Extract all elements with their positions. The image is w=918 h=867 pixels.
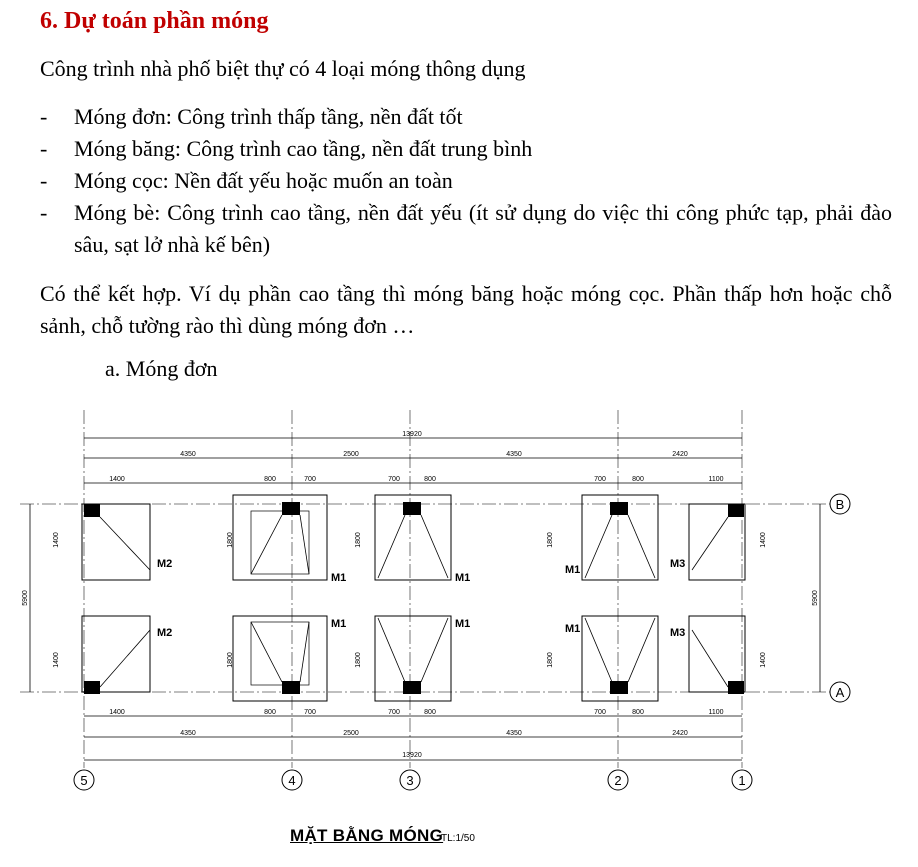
footing-dim-top: 800 <box>264 476 276 483</box>
list-item <box>40 101 892 133</box>
footing-depth-dim: 1400 <box>53 652 60 668</box>
footing-label: M1 <box>455 572 471 584</box>
footing-dim-bottom: 800 <box>264 709 276 716</box>
vertical-span-dimension: 5900 <box>812 590 819 606</box>
axis-label-x: 3 <box>406 773 414 788</box>
footing-label: M2 <box>157 627 173 639</box>
footing-label: M3 <box>670 627 686 639</box>
footing-label: M2 <box>157 558 173 570</box>
section-heading: 6. Dự toán phần móng <box>40 8 269 34</box>
foundation-type-list <box>40 101 892 261</box>
list-item <box>40 165 892 197</box>
axis-label-y: B <box>835 497 845 512</box>
footing-label: M1 <box>455 618 471 630</box>
footing-depth-dim: 1800 <box>547 532 554 548</box>
footing-depth-dim: 1400 <box>760 652 767 668</box>
footing-dim-top: 700 <box>388 476 400 483</box>
footing-depth-dim: 1800 <box>355 532 362 548</box>
axis-label-y: A <box>835 685 845 700</box>
overall-dimension-top: 13920 <box>402 431 422 438</box>
list-item <box>40 197 892 261</box>
footing-label: M3 <box>670 558 686 570</box>
drawing-title: MẶT BẰNG MÓNG <box>290 826 444 845</box>
footing-dim-bottom: 800 <box>632 709 644 716</box>
span-dimension-top: 4350 <box>506 451 522 458</box>
footing-depth-dim: 1800 <box>547 652 554 668</box>
list-item-text: Móng bè: Công trình cao tầng, nền đất yếu (ít sử dụng do việc thi công phức tạp, phải đào sâu, sạt lở nhà kế bên) <box>74 200 892 257</box>
footing-dim-top: 800 <box>424 476 436 483</box>
list-item-text: Móng đơn: Công trình thấp tầng, nền đất tốt <box>74 104 463 129</box>
footing-dim-bottom: 700 <box>594 709 606 716</box>
list-dash: - <box>40 136 48 161</box>
axis-label-x: 5 <box>80 773 88 788</box>
list-item <box>40 133 892 165</box>
subsection-heading: a. Móng đơn <box>105 356 218 381</box>
footing-dim-bottom: 700 <box>304 709 316 716</box>
footing-label: M1 <box>331 618 347 630</box>
span-dimension-bottom: 2420 <box>672 730 688 737</box>
footing-label: M1 <box>331 572 347 584</box>
vertical-span-dimension: 5900 <box>22 590 29 606</box>
combination-paragraph: Có thể kết hợp. Ví dụ phần cao tầng thì móng băng hoặc móng cọc. Phần thấp hơn hoặc chỗ sảnh, chỗ tường rào thì dùng móng đơn … <box>40 281 892 338</box>
list-item-text: Móng cọc: Nền đất yếu hoặc muốn an toàn <box>74 168 453 193</box>
footing-label: M1 <box>565 623 581 635</box>
span-dimension-top: 4350 <box>180 451 196 458</box>
footing-dim-bottom: 1100 <box>708 709 724 716</box>
footing-label: M1 <box>565 564 581 576</box>
foundation-plan-drawing <box>0 400 918 820</box>
footing-depth-dim: 1400 <box>760 532 767 548</box>
footing-dim-top: 700 <box>594 476 606 483</box>
drawing-scale: TL:1/50 <box>441 833 475 844</box>
axis-label-x: 4 <box>288 773 296 788</box>
list-dash: - <box>40 168 48 193</box>
footing-depth-dim: 1800 <box>227 652 234 668</box>
footing-depth-dim: 1400 <box>53 532 60 548</box>
span-dimension-bottom: 4350 <box>180 730 196 737</box>
footing-dim-bottom: 700 <box>388 709 400 716</box>
footing-dim-top: 800 <box>632 476 644 483</box>
axis-label-x: 1 <box>738 773 746 788</box>
intro-text: Công trình nhà phố biệt thự có 4 loại móng thông dụng <box>40 56 526 81</box>
list-dash: - <box>40 104 48 129</box>
axis-label-x: 2 <box>614 773 622 788</box>
footing-dim-top: 1400 <box>109 476 125 483</box>
overall-dimension-bottom: 13920 <box>402 752 422 759</box>
span-dimension-top: 2420 <box>672 451 688 458</box>
footing-dim-bottom: 1400 <box>109 709 125 716</box>
span-dimension-top: 2500 <box>343 451 359 458</box>
span-dimension-bottom: 4350 <box>506 730 522 737</box>
footing-dim-top: 700 <box>304 476 316 483</box>
list-item-text: Móng băng: Công trình cao tầng, nền đất trung bình <box>74 136 533 161</box>
span-dimension-bottom: 2500 <box>343 730 359 737</box>
footing-depth-dim: 1800 <box>355 652 362 668</box>
list-dash: - <box>40 200 48 225</box>
footing-dim-bottom: 800 <box>424 709 436 716</box>
footing-depth-dim: 1800 <box>227 532 234 548</box>
footing-dim-top: 1100 <box>708 476 724 483</box>
